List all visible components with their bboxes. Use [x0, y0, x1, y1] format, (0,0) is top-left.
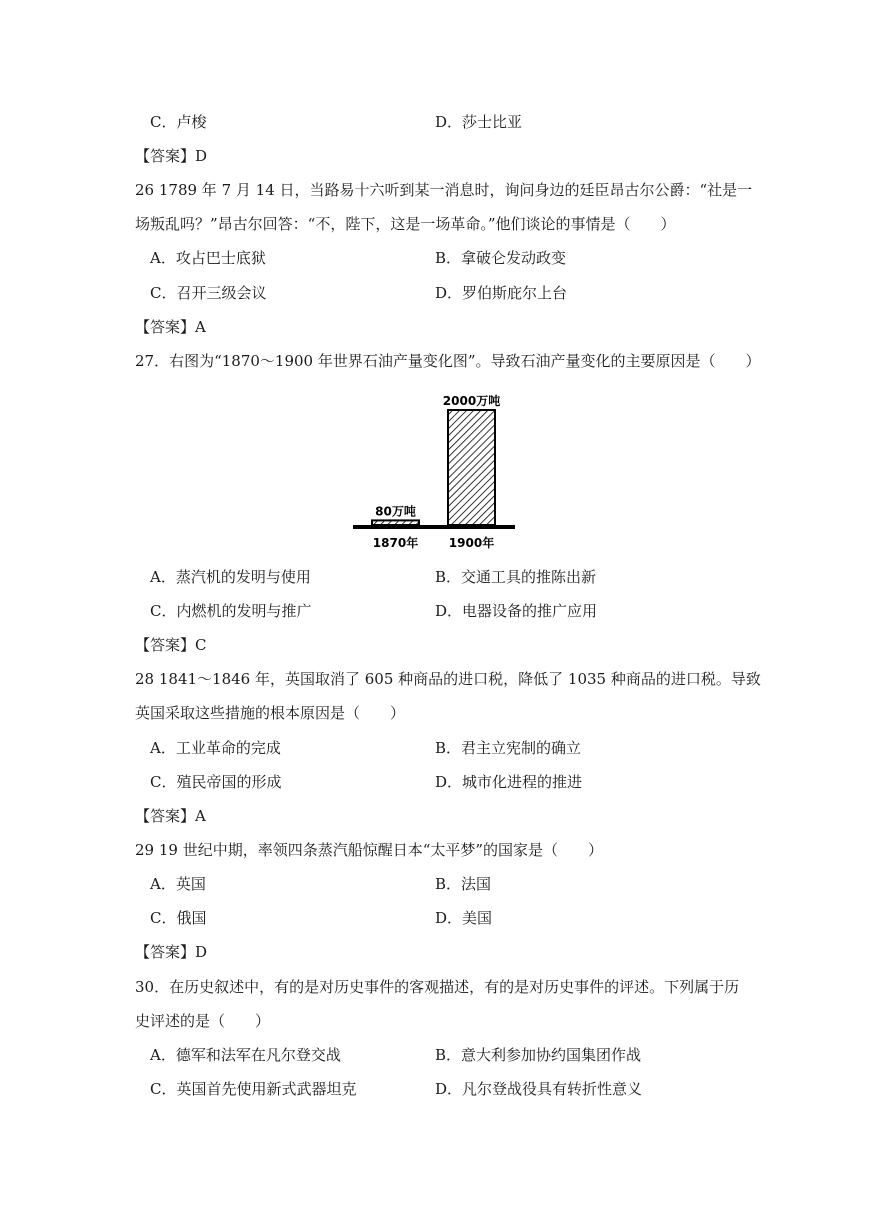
q29-option-a: A．英国 [150, 875, 206, 893]
q29-stem-line1: 29 19 世纪中期，率领四条蒸汽船惊醒日本“太平梦”的国家是（ ） [135, 841, 604, 859]
q30-option-a: A．德军和法军在凡尔登交战 [150, 1046, 341, 1064]
q29-option-b: B．法国 [435, 875, 492, 893]
q27-option-a: A．蒸汽机的发明与使用 [150, 568, 311, 586]
q30-stem-line2: 史评述的是（ ） [135, 1012, 271, 1030]
q30-option-b: B．意大利参加协约国集团作战 [435, 1046, 642, 1064]
q29-option-c: C．俄国 [150, 909, 207, 927]
bar-2 [448, 410, 495, 525]
q27-answer: 【答案】C [135, 636, 207, 654]
q30-option-d: D．凡尔登战役具有转折性意义 [435, 1080, 643, 1098]
oil-production-chart [345, 390, 520, 550]
q25-option-c: C．卢梭 [150, 113, 207, 131]
q26-option-a: A．攻占巴士底狱 [150, 249, 266, 267]
q25-answer: 【答案】D [135, 147, 208, 165]
category-label-2: 1900年 [448, 536, 495, 550]
q29-option-d: D．美国 [435, 909, 493, 927]
q26-option-b: B．拿破仑发动政变 [435, 249, 567, 267]
q27-option-b: B．交通工具的推陈出新 [435, 568, 597, 586]
q28-option-a: A．工业革命的完成 [150, 739, 281, 757]
q28-option-c: C．殖民帝国的形成 [150, 773, 282, 791]
q30-stem-line1: 30．在历史叙述中，有的是对历史事件的客观描述，有的是对历史事件的评述。下列属于历 [135, 978, 740, 996]
q26-option-c: C．召开三级会议 [150, 284, 267, 302]
q27-option-c: C．内燃机的发明与推广 [150, 602, 312, 620]
q25-option-d: D．莎士比亚 [435, 113, 523, 131]
q28-stem-line1: 28 1841～1846 年，英国取消了 605 种商品的进口税，降低了 1035 种商品的进口税。导致 [135, 670, 761, 688]
q26-answer: 【答案】A [135, 318, 206, 336]
q28-option-b: B．君主立宪制的确立 [435, 739, 582, 757]
q29-answer: 【答案】D [135, 943, 208, 961]
q26-stem-line2: 场叛乱吗？”昂古尔回答：“不，陛下，这是一场革命。”他们谈论的事情是（ ） [135, 215, 676, 233]
bar-value-label-2: 2000万吨 [442, 394, 501, 408]
q28-stem-line2: 英国采取这些措施的根本原因是（ ） [135, 704, 406, 722]
q27-stem-line1: 27．右图为“1870～1900 年世界石油产量变化图”。导致石油产量变化的主要原因是（ ） [135, 352, 761, 370]
q26-option-d: D．罗伯斯庇尔上台 [435, 284, 568, 302]
q28-answer: 【答案】A [135, 807, 206, 825]
category-label-1: 1870年 [372, 536, 419, 550]
bar-value-label-1: 80万吨 [375, 504, 416, 519]
q27-option-d: D．电器设备的推广应用 [435, 602, 598, 620]
bar-1 [372, 520, 419, 525]
q26-stem-line1: 26 1789 年 7 月 14 日，当路易十六听到某一消息时，询问身边的廷臣昂古尔公爵：“社是一 [135, 181, 753, 199]
q28-option-d: D．城市化进程的推进 [435, 773, 583, 791]
q30-option-c: C．英国首先使用新式武器坦克 [150, 1080, 357, 1098]
